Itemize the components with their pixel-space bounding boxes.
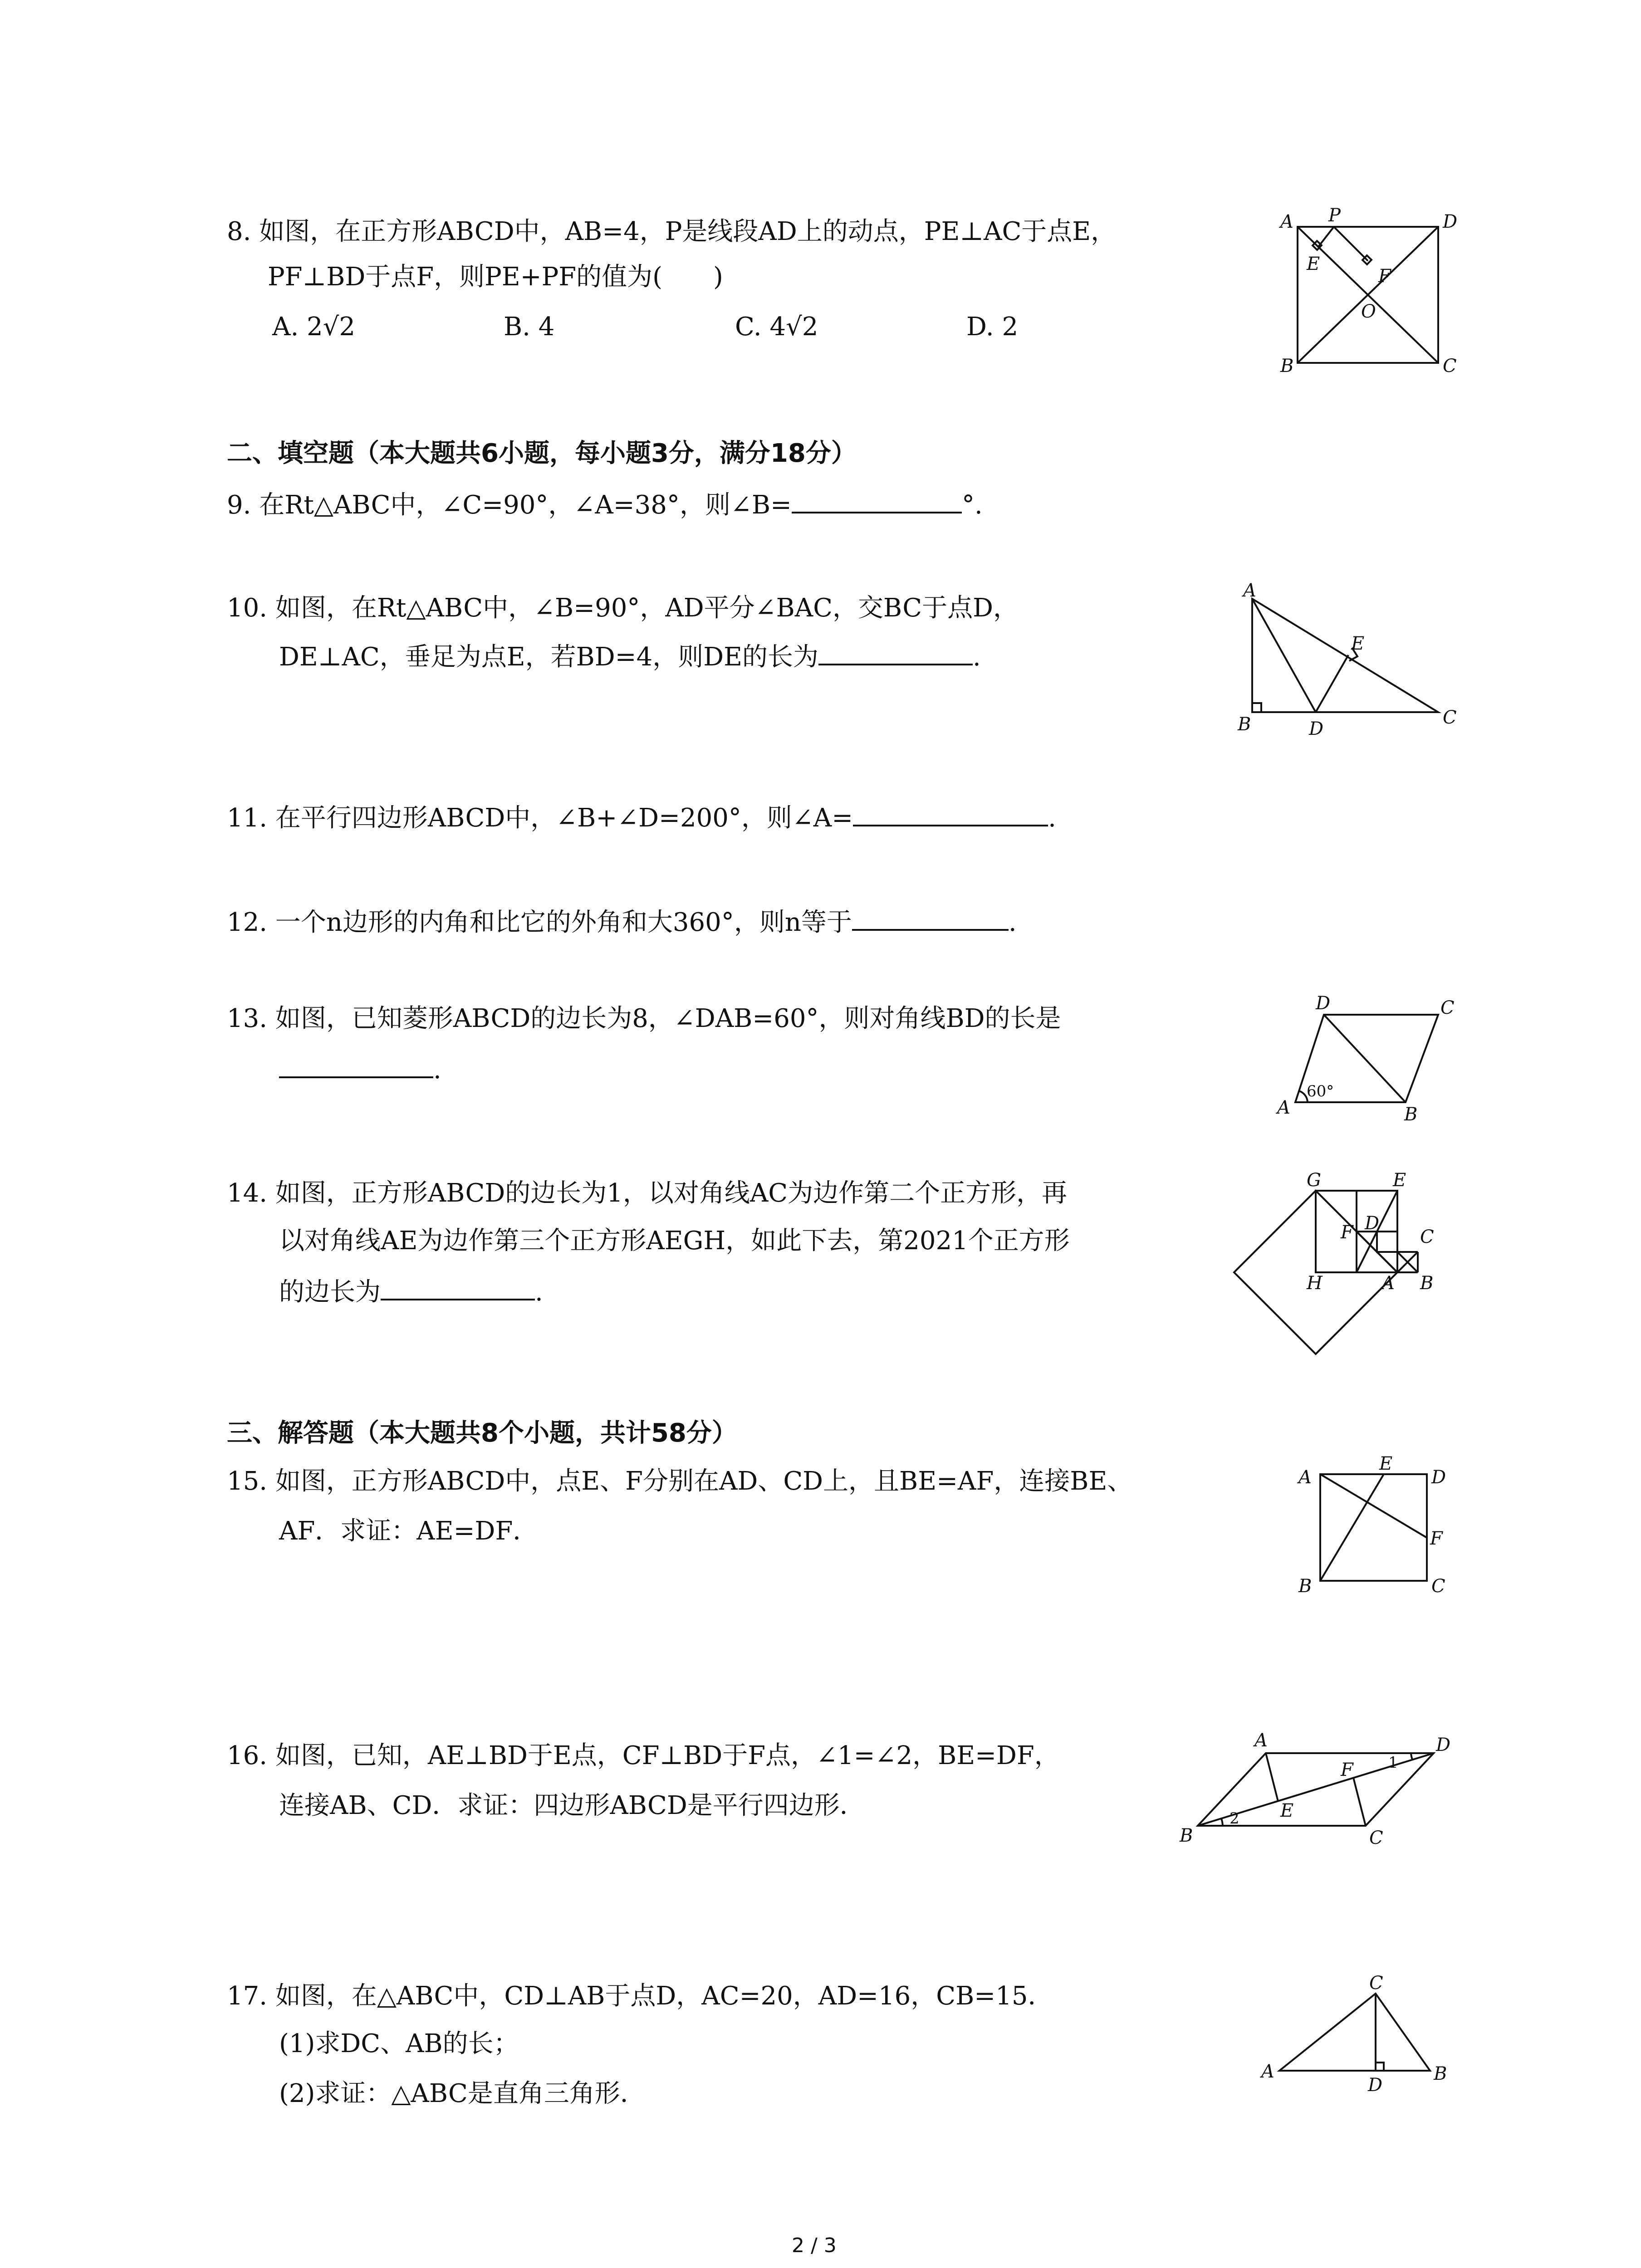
q16-label: B <box>1180 1825 1193 1846</box>
q8-label: D <box>1443 211 1458 232</box>
q15-label: F <box>1430 1528 1443 1549</box>
q14-label: B <box>1420 1273 1434 1294</box>
q8-option-a: A. 2√2 <box>272 312 355 342</box>
q14-label: C <box>1420 1227 1434 1247</box>
q9-prefix: 9. 在Rt△ABC中，∠C=90°，∠A=38°，则∠B= <box>227 490 792 520</box>
q16-label: E <box>1280 1800 1294 1821</box>
q16-label: D <box>1436 1735 1451 1755</box>
q12-text <box>227 907 1017 937</box>
q10-label: A <box>1243 580 1256 601</box>
q14-prefix: 的边长为 <box>279 1277 381 1307</box>
q11-suffix: . <box>1048 803 1056 833</box>
q17-text-line2: (1)求DC、AB的长； <box>279 2029 519 2058</box>
q14-label: A <box>1381 1273 1395 1294</box>
q8-option-b: B. 4 <box>504 312 555 342</box>
q14-label: F <box>1341 1222 1353 1243</box>
q10-prefix: DE⊥AC，垂足为点E，若BD=4，则DE的长为 <box>279 642 818 672</box>
page-number: 2 / 3 <box>792 2234 837 2257</box>
q12-suffix: . <box>1008 908 1017 937</box>
q13-label: A <box>1277 1097 1290 1118</box>
q8-figure <box>1279 204 1470 381</box>
q13-answer-blank[interactable] <box>279 1055 433 1078</box>
q14-suffix: . <box>535 1277 543 1307</box>
q15-text-line2: AF．求证：AE=DF． <box>279 1516 539 1546</box>
q13-label: C <box>1440 997 1455 1018</box>
q16-angle-label: 1 <box>1388 1754 1398 1772</box>
q14-label: E <box>1393 1170 1406 1191</box>
q10-text-line1: 10. 如图，在Rt△ABC中，∠B=90°，AD平分∠BAC，交BC于点D， <box>227 593 1019 623</box>
q16-text-line2: 连接AB、CD．求证：四边形ABCD是平行四边形． <box>279 1791 865 1820</box>
q8-label: C <box>1443 356 1457 376</box>
q16-label: C <box>1369 1828 1383 1848</box>
q8-label: B <box>1280 356 1294 376</box>
q12-answer-blank[interactable] <box>852 907 1009 931</box>
section-2-title: 二、填空题（本大题共6小题，每小题3分，满分18分） <box>227 439 857 468</box>
q13-suffix: . <box>433 1055 441 1085</box>
q17-label: B <box>1434 2063 1447 2084</box>
q8-option-c: C. 4√2 <box>735 312 818 342</box>
q14-label: D <box>1365 1213 1380 1234</box>
q17-figure <box>1252 1973 1461 2096</box>
q9-answer-blank[interactable] <box>792 490 962 513</box>
q15-text-line1: 15. 如图，正方形ABCD中，点E、F分别在AD、CD上，且BE=AF，连接BE、 <box>227 1466 1133 1496</box>
q15-label: A <box>1298 1467 1312 1488</box>
q14-figure <box>1225 1170 1479 1361</box>
q8-text-line2: PF⊥BD于点F，则PE+PF的值为( ) <box>268 262 723 292</box>
q17-text-line3: (2)求证：△ABC是直角三角形． <box>279 2079 646 2108</box>
q13-text-line2 <box>279 1055 441 1084</box>
q8-label: F <box>1378 266 1391 287</box>
q11-prefix: 11. 在平行四边形ABCD中，∠B+∠D=200°，则∠A= <box>227 803 853 833</box>
section-3-title: 三、解答题（本大题共8个小题，共计58分） <box>227 1418 737 1448</box>
q15-label: B <box>1298 1576 1312 1597</box>
q13-label: B <box>1404 1104 1418 1125</box>
q15-label: C <box>1431 1576 1445 1597</box>
q17-text-line1: 17. 如图，在△ABC中，CD⊥AB于点D，AC=20，AD=16，CB=15． <box>227 1981 1053 2011</box>
q10-label: B <box>1238 714 1251 735</box>
q13-label: D <box>1316 993 1331 1014</box>
q16-text-line1: 16. 如图，已知，AE⊥BD于E点，CF⊥BD于F点，∠1=∠2，BE=DF， <box>227 1741 1060 1770</box>
q10-label: D <box>1309 719 1324 739</box>
q10-label: C <box>1443 707 1457 728</box>
q8-label: P <box>1328 205 1341 226</box>
q17-label: C <box>1369 1973 1383 1994</box>
q14-text-line2: 以对角线AE为边作第三个正方形AEGH，如此下去，第2021个正方形 <box>279 1226 1070 1256</box>
q12-prefix: 12. 一个n边形的内角和比它的外角和大360°，则n等于 <box>227 908 852 937</box>
q14-label: H <box>1307 1273 1323 1294</box>
q8-label: E <box>1307 254 1320 274</box>
q8-label: O <box>1361 301 1376 322</box>
q14-text-line1: 14. 如图，正方形ABCD的边长为1，以对角线AC为边作第二个正方形，再 <box>227 1178 1068 1208</box>
q10-figure <box>1230 580 1465 748</box>
q17-label: D <box>1368 2075 1383 2096</box>
q14-text-line3 <box>279 1277 543 1306</box>
q16-angle-label: 2 <box>1230 1809 1239 1828</box>
q13-text-line1: 13. 如图，已知菱形ABCD的边长为8，∠DAB=60°，则对角线BD的长是 <box>227 1004 1061 1033</box>
q16-figure <box>1175 1726 1456 1848</box>
q13-figure <box>1261 991 1461 1127</box>
q14-answer-blank[interactable] <box>381 1277 535 1300</box>
q17-label: A <box>1261 2061 1274 2082</box>
q10-text-line2 <box>279 642 981 671</box>
q11-answer-blank[interactable] <box>853 803 1048 826</box>
q11-text <box>227 803 1056 832</box>
q8-options <box>272 313 1018 341</box>
q10-suffix: . <box>973 642 981 672</box>
q16-label: F <box>1341 1760 1353 1780</box>
q10-label: E <box>1351 633 1365 654</box>
q15-figure <box>1288 1453 1461 1613</box>
q9-text <box>227 490 983 519</box>
q9-suffix: °. <box>961 490 983 520</box>
q15-label: E <box>1379 1453 1393 1474</box>
q8-text-line1: 8. 如图，在正方形ABCD中，AB=4，P是线段AD上的动点，PE⊥AC于点E， <box>227 217 1117 246</box>
q10-answer-blank[interactable] <box>818 642 973 665</box>
q15-label: D <box>1431 1467 1446 1488</box>
q8-option-d: D. 2 <box>966 312 1019 342</box>
q13-angle-label: 60° <box>1307 1082 1334 1100</box>
q8-label: A <box>1280 211 1293 232</box>
q14-label: G <box>1307 1170 1321 1191</box>
q16-label: A <box>1254 1730 1268 1751</box>
